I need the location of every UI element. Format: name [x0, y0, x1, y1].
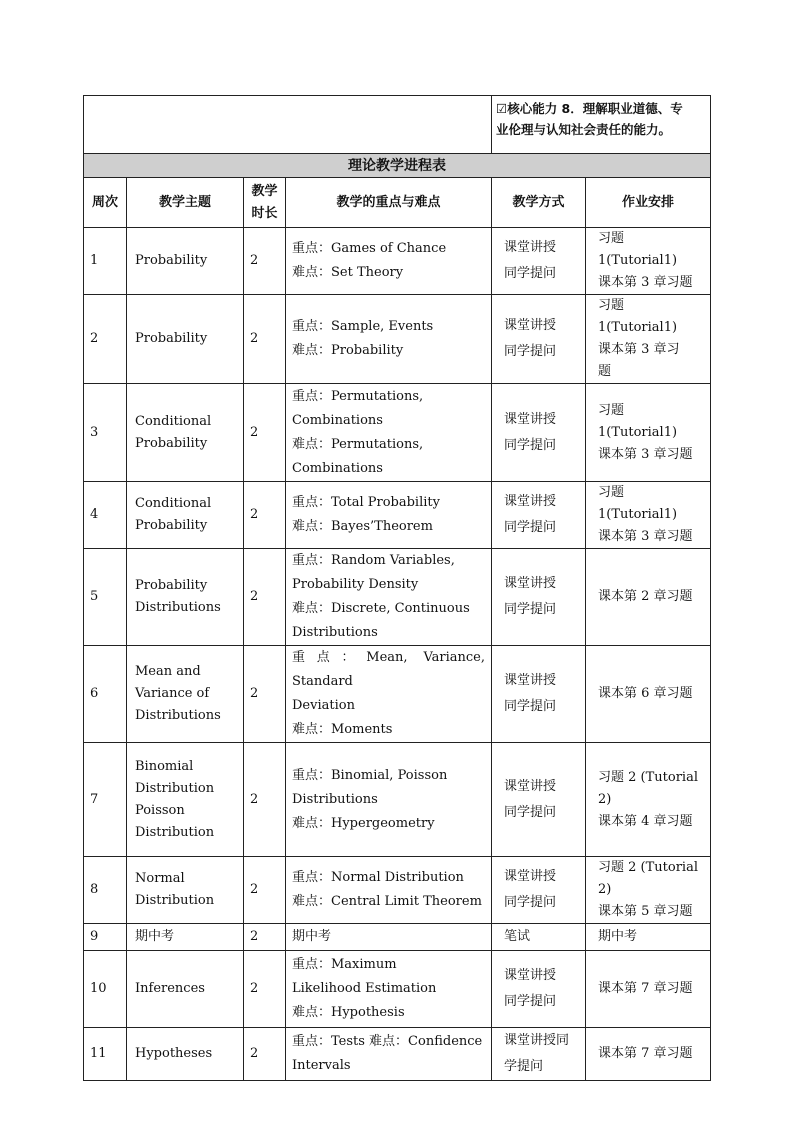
- topic-line: Conditional: [135, 413, 212, 429]
- method-cell: [492, 295, 586, 384]
- table-row: [84, 743, 711, 857]
- points-line: Deviation: [292, 698, 355, 713]
- points-line: 重点：Sample, Events: [292, 319, 434, 334]
- week-cell: 3: [84, 384, 127, 482]
- header-hours-line-2: 时长: [251, 205, 278, 221]
- points-cell: [286, 924, 492, 951]
- method-line: 同学提问: [504, 895, 557, 910]
- homework-cell: [586, 482, 711, 549]
- header-homework: 作业安排: [586, 178, 711, 228]
- teaching-schedule-table: [83, 95, 711, 1081]
- table-row: [84, 482, 711, 549]
- homework-cell: [586, 951, 711, 1028]
- method-cell: [492, 549, 586, 646]
- method-cell: [492, 384, 586, 482]
- homework-cell: [586, 857, 711, 924]
- topic-line: Probability: [135, 518, 208, 533]
- homework-cell: [586, 1028, 711, 1081]
- points-line: 难点：Central Limit Theorem: [292, 894, 482, 909]
- topic-cell: [127, 857, 244, 924]
- points-line: 难点：Moments: [292, 722, 393, 737]
- points-line: Probability Density: [292, 577, 419, 592]
- hours-cell: 2: [244, 857, 286, 924]
- points-cell: [286, 295, 492, 384]
- topic-line: Probability: [135, 435, 208, 451]
- points-line: 难点：Hypergeometry: [292, 815, 435, 831]
- homework-line: 课本第 3 章习题: [598, 529, 693, 544]
- topic-line: 期中考: [135, 929, 175, 944]
- points-line: 难点：Hypothesis: [292, 1005, 405, 1020]
- method-line: 课堂讲授: [504, 318, 557, 333]
- hours-cell: 2: [244, 549, 286, 646]
- method-line: 课堂讲授: [504, 576, 557, 591]
- method-cell: [492, 228, 586, 295]
- method-cell: [492, 951, 586, 1028]
- points-line: 难点：Probability: [292, 343, 404, 358]
- topic-line: Distribution: [135, 893, 215, 908]
- method-line: 学提问: [504, 1059, 544, 1074]
- points-line: Distributions: [292, 625, 378, 640]
- points-line: Likelihood Estimation: [292, 981, 437, 996]
- method-line: 课堂讲授: [504, 673, 557, 688]
- header-hours-line-1: 教学: [251, 183, 278, 199]
- homework-cell: [586, 743, 711, 857]
- homework-cell: [586, 295, 711, 384]
- week-cell: 8: [84, 857, 127, 924]
- homework-line: 课本第 3 章习: [598, 342, 680, 357]
- points-cell: [286, 1028, 492, 1081]
- core-ability-note: [492, 96, 711, 154]
- topic-line: Distribution: [135, 780, 215, 796]
- homework-line: 习题 2 (Tutorial 2): [598, 860, 698, 897]
- points-line: 重点：Maximum: [292, 957, 397, 972]
- points-line: 重点：Permutations,: [292, 388, 424, 404]
- topic-cell: [127, 384, 244, 482]
- points-cell: [286, 951, 492, 1028]
- topic-line: Distributions: [135, 708, 221, 723]
- week-cell: 5: [84, 549, 127, 646]
- homework-line: 课本第 3 章习题: [598, 446, 693, 462]
- method-line: 同学提问: [504, 266, 557, 281]
- topic-line: Probability: [135, 331, 208, 346]
- hours-cell: 2: [244, 951, 286, 1028]
- homework-line: 课本第 5 章习题: [598, 904, 693, 919]
- header-hours: [244, 178, 286, 228]
- topic-cell: [127, 924, 244, 951]
- homework-cell: [586, 549, 711, 646]
- header-topic: 教学主题: [127, 178, 244, 228]
- method-line: 同学提问: [504, 602, 557, 617]
- points-line: 难点：Set Theory: [292, 265, 404, 280]
- week-cell: 2: [84, 295, 127, 384]
- week-cell: 11: [84, 1028, 127, 1081]
- hours-cell: 2: [244, 295, 286, 384]
- homework-line: 课本第 2 章习题: [598, 589, 693, 604]
- homework-line: 习题 1(Tutorial1): [598, 231, 678, 268]
- week-cell: 1: [84, 228, 127, 295]
- hours-cell: 2: [244, 228, 286, 295]
- points-line: 期中考: [292, 929, 332, 944]
- points-line: 重点：Normal Distribution: [292, 870, 464, 885]
- topic-line: Distributions: [135, 600, 221, 615]
- points-cell: [286, 646, 492, 743]
- method-line: 同学提问: [504, 344, 557, 359]
- topic-cell: [127, 743, 244, 857]
- topic-cell: [127, 951, 244, 1028]
- homework-line: 课本第 6 章习题: [598, 686, 693, 701]
- core-ability-line-1: ☑核心能力 8．理解职业道德、专: [496, 101, 683, 116]
- method-cell: [492, 857, 586, 924]
- points-cell: [286, 384, 492, 482]
- method-line: 课堂讲授: [504, 411, 557, 427]
- topic-line: Variance of: [135, 686, 210, 701]
- week-cell: 9: [84, 924, 127, 951]
- header-row: [84, 178, 711, 228]
- points-line: 重点：Total Probability: [292, 495, 440, 510]
- method-cell: [492, 482, 586, 549]
- points-line: 重点：Tests 难点：Confidence: [292, 1034, 483, 1049]
- ability-row: [84, 96, 711, 154]
- points-cell: [286, 743, 492, 857]
- points-line: 难点：Permutations,: [292, 436, 424, 452]
- method-line: 课堂讲授: [504, 778, 557, 794]
- table-row: [84, 924, 711, 951]
- hours-cell: 2: [244, 384, 286, 482]
- points-line: Intervals: [292, 1058, 351, 1073]
- table-row: [84, 549, 711, 646]
- section-title: 理论教学进程表: [84, 154, 711, 178]
- topic-line: Conditional: [135, 496, 212, 511]
- points-cell: [286, 482, 492, 549]
- homework-cell: [586, 228, 711, 295]
- method-line: 同学提问: [504, 437, 557, 453]
- week-cell: 7: [84, 743, 127, 857]
- blank-cell: [84, 96, 492, 154]
- method-line: 课堂讲授: [504, 494, 557, 509]
- method-cell: [492, 646, 586, 743]
- core-ability-line-2: 业伦理与认知社会责任的能力。: [496, 122, 672, 137]
- method-line: 课堂讲授: [504, 968, 557, 983]
- points-line: 难点：Bayes’Theorem: [292, 519, 433, 534]
- points-cell: [286, 228, 492, 295]
- topic-line: Normal: [135, 871, 185, 886]
- header-week: 周次: [84, 178, 127, 228]
- points-line: 重点：Binomial, Poisson: [292, 767, 448, 783]
- points-line: 重点：Mean, Variance, Standard: [292, 650, 485, 689]
- topic-cell: [127, 646, 244, 743]
- method-line: 课堂讲授同: [504, 1033, 570, 1048]
- homework-line: 期中考: [598, 929, 638, 944]
- topic-line: Probability: [135, 578, 208, 593]
- points-line: Distributions: [292, 791, 378, 807]
- points-line: Combinations: [292, 460, 383, 476]
- points-line: Combinations: [292, 412, 383, 428]
- table-row: [84, 295, 711, 384]
- topic-line: Inferences: [135, 981, 205, 996]
- topic-cell: [127, 549, 244, 646]
- homework-line: 课本第 7 章习题: [598, 1046, 693, 1061]
- hours-cell: 2: [244, 924, 286, 951]
- section-title-row: [84, 154, 711, 178]
- hours-cell: 2: [244, 743, 286, 857]
- method-line: 课堂讲授: [504, 869, 557, 884]
- hours-cell: 2: [244, 646, 286, 743]
- homework-cell: [586, 646, 711, 743]
- table-row: [84, 646, 711, 743]
- homework-line: 习题 1(Tutorial1): [598, 402, 678, 440]
- method-line: 笔试: [504, 929, 531, 944]
- topic-line: Distribution: [135, 824, 215, 840]
- topic-line: Poisson: [135, 802, 185, 818]
- method-line: 同学提问: [504, 520, 557, 535]
- topic-cell: [127, 228, 244, 295]
- homework-line: 习题 1(Tutorial1): [598, 298, 678, 335]
- method-line: 同学提问: [504, 804, 557, 820]
- header-points: 教学的重点与难点: [286, 178, 492, 228]
- week-cell: 10: [84, 951, 127, 1028]
- method-cell: [492, 1028, 586, 1081]
- method-cell: [492, 743, 586, 857]
- table-row: [84, 1028, 711, 1081]
- hours-cell: 2: [244, 482, 286, 549]
- homework-line: 课本第 4 章习题: [598, 813, 693, 829]
- method-line: 课堂讲授: [504, 240, 557, 255]
- homework-line: 课本第 3 章习题: [598, 275, 693, 290]
- homework-line: 题: [598, 364, 612, 379]
- topic-line: Hypotheses: [135, 1046, 213, 1061]
- topic-line: Mean and: [135, 664, 201, 679]
- points-cell: [286, 857, 492, 924]
- homework-line: 课本第 7 章习题: [598, 981, 693, 996]
- points-cell: [286, 549, 492, 646]
- week-cell: 4: [84, 482, 127, 549]
- method-line: 同学提问: [504, 699, 557, 714]
- table-row: [84, 857, 711, 924]
- week-cell: 6: [84, 646, 127, 743]
- topic-line: Probability: [135, 253, 208, 268]
- table-row: [84, 384, 711, 482]
- hours-cell: 2: [244, 1028, 286, 1081]
- table-row: [84, 951, 711, 1028]
- homework-line: 习题 2 (Tutorial 2): [598, 769, 698, 807]
- points-line: 重点：Games of Chance: [292, 241, 447, 256]
- homework-cell: [586, 384, 711, 482]
- points-line: 重点：Random Variables,: [292, 553, 455, 568]
- homework-cell: [586, 924, 711, 951]
- points-line: 难点：Discrete, Continuous: [292, 601, 470, 616]
- header-method: 教学方式: [492, 178, 586, 228]
- method-line: 同学提问: [504, 994, 557, 1009]
- topic-cell: [127, 1028, 244, 1081]
- topic-line: Binomial: [135, 758, 194, 774]
- topic-cell: [127, 482, 244, 549]
- table-row: [84, 228, 711, 295]
- method-cell: [492, 924, 586, 951]
- topic-cell: [127, 295, 244, 384]
- homework-line: 习题 1(Tutorial1): [598, 485, 678, 522]
